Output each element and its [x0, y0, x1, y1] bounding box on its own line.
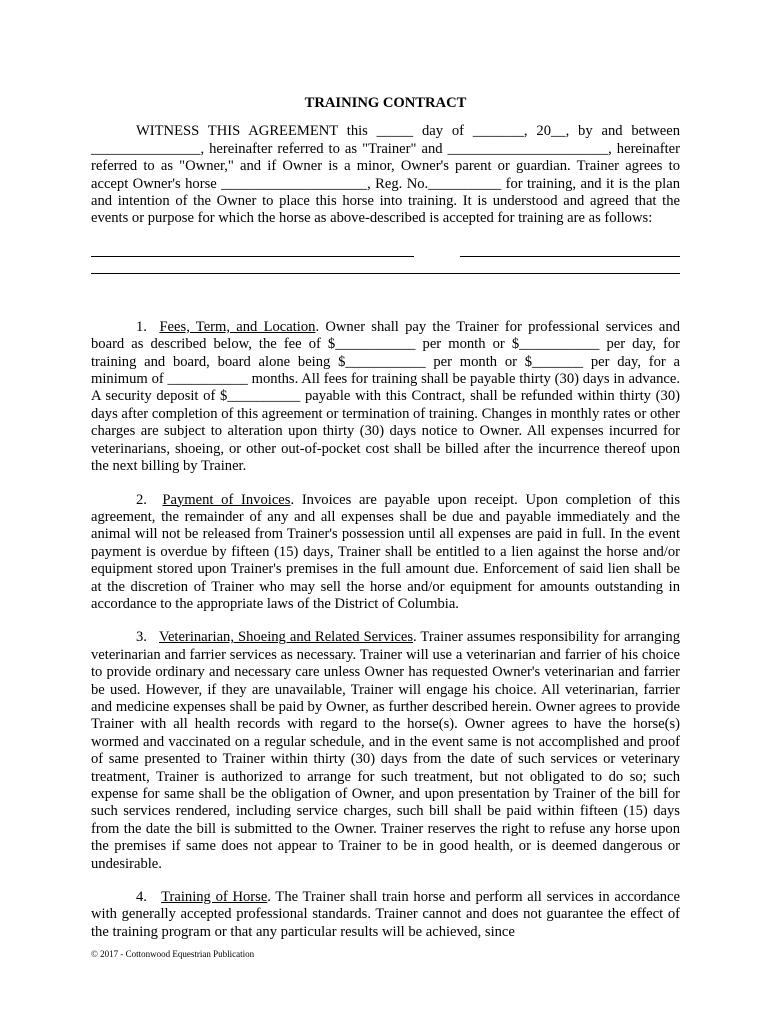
section-heading: Fees, Term, and Location — [159, 318, 316, 335]
section-body: . The Trainer shall train horse and perform all services in accordance with generally accepted professional standards. Trainer cannot and does not guarantee the effect of the training program or that any particular results will be achieved, since — [91, 889, 680, 940]
footer-copyright: © 2017 - Cottonwood Equestrian Publication — [91, 949, 255, 959]
section-body: . Trainer assumes responsibility for arranging veterinarian and farrier services as necessary. Trainer will use a veterinarian and farrier of his choice to provide ordinary and necessary care unless Owner has requested Owner's veterinarian and farrier be used. However, if they are unavailable, Trainer will engage his choice. All veterinarian, farrier and medicine expenses shall be paid by Owner, as further described herein. Owner agrees to provide Trainer with all health records with regard to the horse(s). Owner agrees to have the horse(s) wormed and vaccinated on a regular schedule, and in the event same is not accomplished and proof of same presented to Trainer within thirty (30) days from the date of such services or veterinary treatment, Trainer is authorized to arrange for such treatment, but not obligated to do so; such expense for same shall be the obligation of Owner, and upon presentation by Trainer of the bill for such services rendered, including service charges, such bill shall be paid within fifteen (15) days from the date the bill is submitted to the Owner. Trainer reserves the right to refuse any horse upon the premises if same does not appear to Trainer to be in good health, or is deemed dangerous or undesirable. — [91, 629, 680, 872]
document-body — [91, 95, 680, 941]
blank-line-left — [91, 256, 414, 257]
section-heading: Payment of Invoices — [162, 491, 291, 508]
section-number: 3. — [136, 629, 147, 646]
section-heading: Veterinarian, Shoeing and Related Services — [159, 629, 414, 646]
section-body: . Invoices are payable upon receipt. Upon completion of this agreement, the remainder of any and all expenses shall be due and payable immediately and the animal will not be released from Trainer's possession until all expenses are paid in full. In the event payment is overdue by fifteen (15) days, Trainer shall be entitled to a lien against the horse and/or equipment stored upon Trainer's premises in the full amount due. Enforcement of said lien shall be at the discretion of Trainer who may sell the horse and/or equipment for amounts outstanding in accordance to the appropriate laws of the District of Columbia. — [91, 491, 680, 612]
blank-line-full — [91, 273, 680, 274]
blank-line-right — [460, 256, 680, 257]
section-paragraph — [91, 629, 680, 873]
intro-paragraph: WITNESS THIS AGREEMENT this _____ day of _______, 20__, by and between _______________, hereinafter referred to as "Trainer" and ______________________, hereinafter referred to as "Owner," and if Owner is a minor, Owner's parent or guardian. Trainer agrees to accept Owner's horse ____________________, Reg. No.__________ for training, and it is the plan and intention of the Owner to place this horse into training. It is understood and agreed that the events or purpose for which the horse as above-described is accepted for training are as follows: — [91, 123, 680, 227]
section-number: 4. — [136, 889, 147, 906]
section-paragraph — [91, 889, 680, 941]
section-number: 1. — [136, 318, 147, 335]
document-title: TRAINING CONTRACT — [304, 95, 467, 111]
purpose-blank-lines — [91, 248, 680, 293]
section-heading: Training of Horse — [161, 889, 268, 906]
section-body: . Owner shall pay the Trainer for professional services and board as described below, the fee of $___________ per month or $___________ per day, for training and board, board alone being $___________ per month or $_______ per day, for a minimum of ___________ months. All fees for training shall be payable thirty (30) days in advance. A security deposit of $__________ payable with this Contract, shall be refunded within thirty (30) days after completion of this agreement or termination of training. Changes in monthly rates or other charges are subject to alteration upon thirty (30) days notice to Owner. All expenses incurred for veterinarians, shoeing, or other out-of-pocket cost shall be billed after the incurrence thereof upon the next billing by Trainer. — [91, 318, 681, 475]
section-number: 2. — [136, 491, 147, 508]
section-paragraph — [91, 492, 680, 614]
section-paragraph — [91, 319, 680, 476]
